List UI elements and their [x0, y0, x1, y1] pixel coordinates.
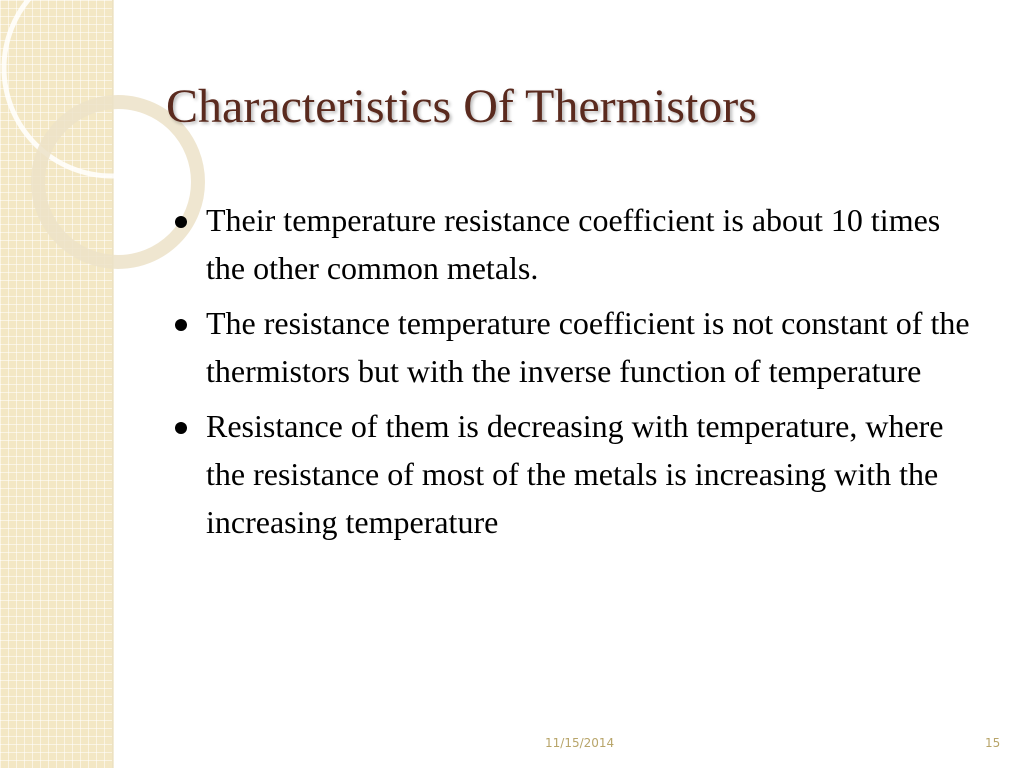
bullet-text: Their temperature resistance coefficient is about 10 times the other common metals. [206, 202, 941, 286]
bullet-dot-icon [175, 319, 187, 331]
bullet-text: The resistance temperature coefficient is not constant of the thermistors but with the inverse function of temperature [206, 305, 970, 389]
footer-page-number: 15 [985, 736, 1001, 750]
slide-title: Characteristics Of Thermistors [166, 80, 757, 133]
bullet-list [166, 196, 976, 553]
bullet-text: Resistance of them is decreasing with temperature, where the resistance of most of the metals is increasing with the increasing temperature [206, 408, 944, 540]
footer-date: 11/15/2014 [545, 736, 615, 750]
bullet-item [166, 196, 976, 292]
bullet-item [166, 299, 976, 395]
bullet-dot-icon [175, 422, 187, 434]
bullet-dot-icon [175, 216, 187, 228]
bullet-item [166, 402, 976, 546]
decorative-rings-graphic [0, 0, 130, 260]
